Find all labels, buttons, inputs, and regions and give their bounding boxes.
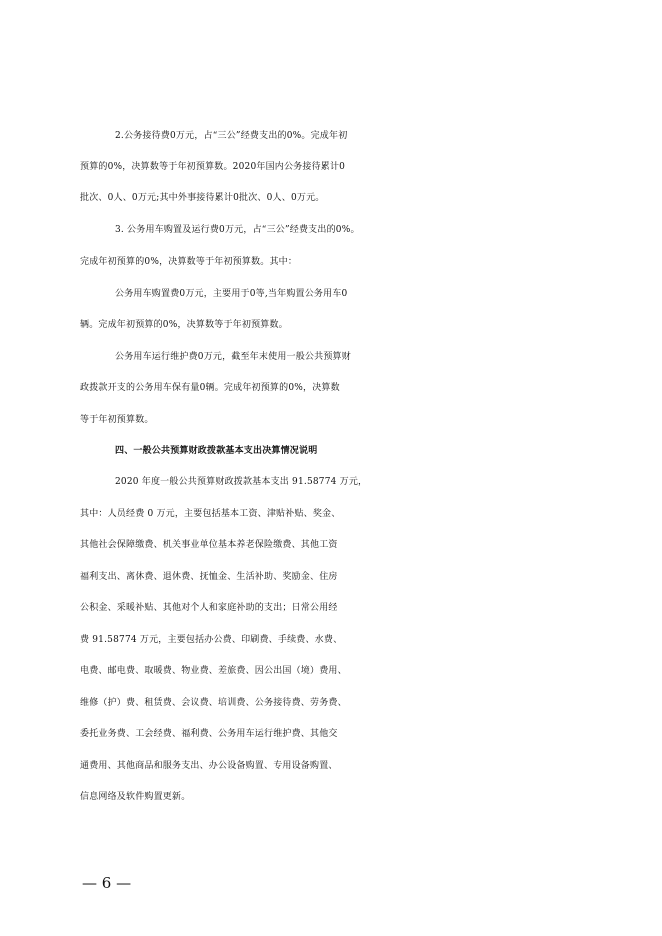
paragraph-line: 公务用车运行维护费0万元，截至年末使用一般公共预算财 <box>115 352 351 362</box>
paragraph-line: 辆。完成年初预算的0%，决算数等于年初预算数。 <box>80 320 288 330</box>
paragraph-line: 福利支出、离休费、退休费、抚恤金、生活补助、奖励金、住房 <box>80 572 338 582</box>
paragraph-line: 委托业务费、工会经费、福利费、公务用车运行维护费、其他交 <box>80 729 338 739</box>
paragraph-line: 其他社会保障缴费、机关事业单位基本养老保险缴费、其他工资 <box>80 540 338 550</box>
paragraph-line: 批次、0人、0万元;其中外事接待累计0批次、0人、0万元。 <box>80 193 325 203</box>
page-number: — 6 — <box>82 874 132 892</box>
paragraph-line: 公务用车购置费0万元，主要用于0等,当年购置公务用车0 <box>115 289 348 299</box>
paragraph-line: 等于年初预算数。 <box>80 415 154 425</box>
paragraph-line: 电费、邮电费、取暖费、物业费、差旅费、因公出国（境）费用、 <box>80 666 347 676</box>
paragraph-line: 通费用、其他商品和服务支出、办公设备购置、专用设备购置、 <box>80 761 338 771</box>
paragraph-line: 信息网络及软件购置更新。 <box>80 792 191 802</box>
paragraph-line: 2.公务接待费0万元，占“三公”经费支出的0%。完成年初 <box>115 131 348 141</box>
paragraph-line: 其中：人员经费 0 万元，主要包括基本工资、津贴补贴、奖金、 <box>80 509 341 519</box>
paragraph-line: 维修（护）费、租赁费、会议费、培训费、公务接待费、劳务费、 <box>80 698 347 708</box>
paragraph-line: 政拨款开支的公务用车保有量0辆。完成年初预算的0%，决算数 <box>80 383 340 393</box>
paragraph-line: 完成年初预算的0%，决算数等于年初预算数。其中： <box>80 257 298 267</box>
paragraph-line: 3. 公务用车购置及运行费0万元，占“三公”经费支出的0%。 <box>115 225 360 235</box>
paragraph-line: 公积金、采暖补贴、其他对个人和家庭补助的支出；日常公用经 <box>80 603 338 613</box>
paragraph-line: 费 91.58774 万元，主要包括办公费、印刷费、手续费、水费、 <box>80 635 343 645</box>
section-heading: 四、一般公共预算财政拨款基本支出决算情况说明 <box>115 446 318 456</box>
paragraph-line: 预算的0%，决算数等于年初预算数。2020年国内公务接待累计0 <box>80 162 346 172</box>
paragraph-line: 2020 年度一般公共预算财政拨款基本支出 91.58774 万元， <box>115 477 368 487</box>
